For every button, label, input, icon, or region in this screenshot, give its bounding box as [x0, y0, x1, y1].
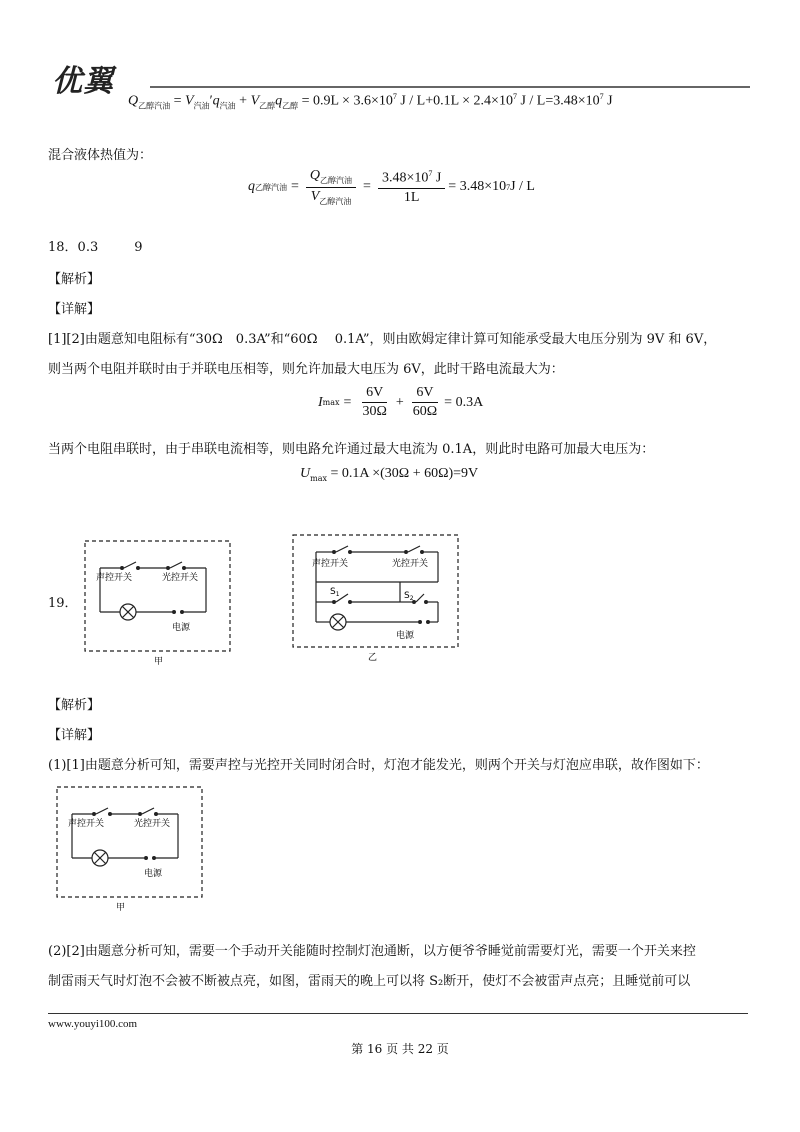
circuit-diagram-jia	[84, 540, 234, 670]
lamp-icon	[120, 604, 136, 620]
q19-text-2: (2)[2]由题意分析可知，需要一个手动开关能随时控制灯泡通断，以方便爷爷睡觉前需要灯光，需要一个开关来控	[48, 944, 696, 959]
page-number: 第 16 页 共 22 页	[351, 1042, 449, 1056]
tag-analysis-2: 【解析】	[48, 698, 101, 713]
label-light-switch: 光控开关	[392, 559, 429, 569]
caption-yi: 乙	[368, 653, 378, 663]
tag-detail-2: 【详解】	[48, 728, 101, 743]
circuit-diagram-answer	[56, 786, 206, 916]
label-voice-switch: 声控开关	[96, 573, 133, 583]
label-voice-switch: 声控开关	[312, 559, 349, 569]
q18-text-3: 当两个电阻串联时，由于串联电流相等，则电路允许通过最大电流为 0.1A，则此时电路可加最大电压为：	[48, 442, 655, 457]
label-s1: $S_1$	[330, 587, 340, 598]
label-power: 电源	[396, 631, 415, 641]
q18-answer: 18．0.3 9	[48, 240, 143, 255]
label-light-switch: 光控开关	[162, 573, 199, 583]
tag-detail: 【详解】	[48, 302, 101, 317]
footer-website: www.youyi100.com	[48, 1018, 138, 1030]
tag-analysis: 【解析】	[48, 272, 101, 287]
label-voice-switch: 声控开关	[68, 819, 105, 829]
text-mix-heat: 混合液体热值为：	[48, 148, 153, 163]
lamp-icon	[92, 850, 108, 866]
header-rule	[150, 86, 750, 88]
footer-rule	[48, 1013, 748, 1014]
circuit-diagram-yi	[292, 534, 462, 664]
q19-number: 19．	[48, 596, 78, 611]
label-s2: $S_2$	[404, 591, 414, 602]
q19-text-3: 制雷雨天气时灯泡不会被不断被点亮，如图，雷雨天的晚上可以将 S₂断开，使灯不会被雷声点亮；且睡觉前可以	[48, 974, 691, 989]
q18-text-2: 则当两个电阻并联时由于并联电压相等，则允许加最大电压为 6V，此时干路电流最大为：	[48, 362, 564, 377]
label-power: 电源	[172, 623, 191, 633]
q18-text-1: [1][2]由题意知电阻标有“30Ω 0.3A”和“60Ω 0.1A”，则由欧姆定律计算可知能承受最大电压分别为 9V 和 6V，	[48, 332, 717, 347]
caption-jia: 甲	[154, 657, 164, 667]
q19-text-1: (1)[1]由题意分析可知，需要声控与光控开关同时闭合时，灯泡才能发光，则两个开关与灯泡应串联，故作图如下：	[48, 758, 709, 773]
equation-max-voltage: $U_{max} = 0.1A \times(30\Omega + 60\Omega)=9V$	[300, 466, 479, 483]
logo: 优翼	[52, 64, 114, 99]
equation-max-current: I max = $\frac{6V}{30\Omega}$ + $\frac{6V}{60\Omega}$ = 0.3A	[318, 385, 484, 419]
equation-heat-value: q 乙醇汽油 = $\frac{Q_{乙醇汽油}}{V_{乙醇汽油}}$ = $\frac{3.48\times 10^7 J}{1L}$ = 3.48×10 7 J / L	[248, 168, 535, 206]
lamp-icon	[330, 614, 346, 630]
caption-answer: 甲	[116, 903, 126, 913]
equation-total-heat: $Q_{乙醇汽油} = V_{汽油}'q_{汽油} + V_{乙醇}q_{乙醇} = 0.9L \times 3.6\times 10^7$ $J / L+0.1L \times 2.4\times 10^7$ $J / L=3.48\times 10^7$ J	[128, 92, 613, 111]
label-power: 电源	[144, 869, 163, 879]
label-light-switch: 光控开关	[134, 819, 171, 829]
